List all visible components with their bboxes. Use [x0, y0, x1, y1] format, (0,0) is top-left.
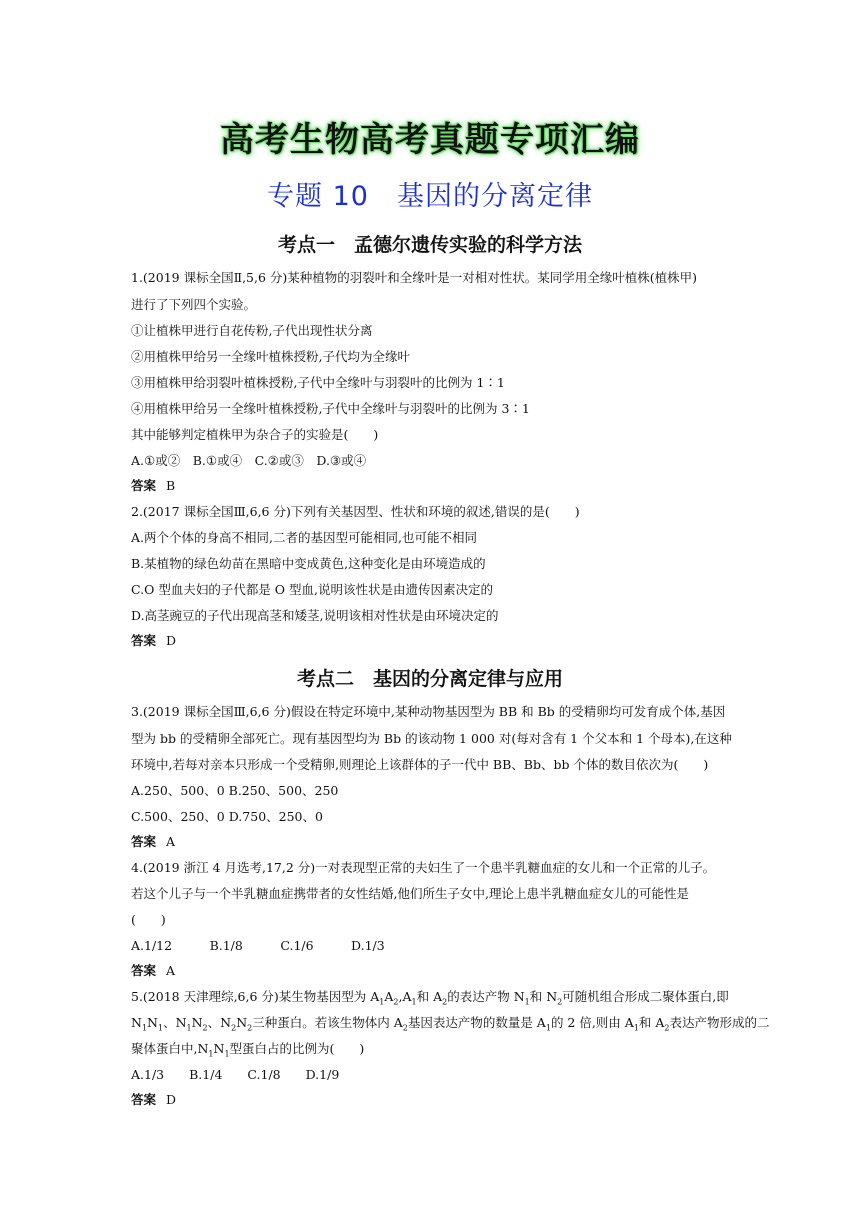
q4-answer-value: A [166, 963, 176, 978]
q2-answer [131, 631, 176, 649]
q3-choices-2: C.500、250、0 D.750、250、0 [131, 809, 323, 824]
answer-label: 答案 [131, 478, 157, 493]
topic-title: 专题 10 基因的分离定律 [267, 181, 593, 212]
answer-label: 答案 [131, 1092, 157, 1107]
q2-option-c: C.O 型血夫妇的子代都是 O 型血,说明该性状是由遗传因素决定的 [131, 582, 493, 597]
answer-label: 答案 [131, 633, 157, 648]
q5-answer-value: D [166, 1092, 177, 1107]
q1-option-1: ①让植株甲进行自花传粉,子代出现性状分离 [131, 323, 373, 338]
q2-line1: 2.(2017 课标全国Ⅲ,6,6 分)下列有关基因型、性状和环境的叙述,错误的是( ) [131, 504, 580, 519]
q1-option-2: ②用植株甲给另一全缘叶植株授粉,子代均为全缘叶 [131, 349, 410, 364]
q2-option-d: D.高茎豌豆的子代出现高茎和矮茎,说明该相对性状是由环境决定的 [131, 608, 499, 623]
q4-line1: 4.(2019 浙江 4 月选考,17,2 分)一对表现型正常的夫妇生了一个患半乳糖血症的女儿和一个正常的儿子。 [131, 860, 716, 875]
q1-answer [131, 476, 175, 494]
q2-option-b: B.某植物的绿色幼苗在黑暗中变成黄色,这种变化是由环境造成的 [131, 556, 486, 571]
answer-label: 答案 [131, 963, 157, 978]
q2-option-a: A.两个个体的身高不相同,二者的基因型可能相同,也可能不相同 [131, 530, 477, 545]
q4-answer [131, 961, 175, 979]
q5-choices: A.1/3 B.1/4 C.1/8 D.1/9 [131, 1067, 340, 1082]
q1-choices: A.①或② B.①或④ C.②或③ D.③或④ [131, 453, 367, 468]
q3-answer-value: A [166, 834, 176, 849]
q4-line2: 若这个儿子与一个半乳糖血症携带者的女性结婚,他们所生子女中,理论上患半乳糖血症女儿的可能性是 [131, 886, 689, 901]
q3-line3: 环境中,若每对亲本只形成一个受精卵,则理论上该群体的子一代中 BB、Bb、bb 个体的数目依次为( ) [131, 757, 709, 772]
q1-line1: 1.(2019 课标全国Ⅱ,5,6 分)某种植物的羽裂叶和全缘叶是一对相对性状。某同学用全缘叶植株(植株甲) [131, 270, 698, 285]
banner-title: 高考生物高考真题专项汇编 [220, 120, 640, 160]
q4-choices: A.1/12 B.1/8 C.1/6 D.1/3 [131, 938, 385, 953]
q2-answer-value: D [166, 633, 177, 648]
q3-line2: 型为 bb 的受精卵全部死亡。现有基因型均为 Bb 的该动物 1 000 对(每对含有 1 个父本和 1 个母本),在这种 [131, 731, 732, 746]
q3-line1: 3.(2019 课标全国Ⅲ,6,6 分)假设在特定环境中,某种动物基因型为 BB 和 Bb 的受精卵均可发育成个体,基因 [131, 704, 726, 719]
q5-line3: 聚体蛋白中$,N_1N_1$型蛋白占的比例为( ) [131, 1041, 365, 1059]
section-title-2: 考点二 基因的分离定律与应用 [296, 668, 563, 690]
q1-answer-value: B [166, 478, 176, 493]
q1-option-3: ③用植株甲给羽裂叶植株授粉,子代中全缘叶与羽裂叶的比例为 1∶1 [131, 375, 505, 390]
q1-stem: 其中能够判定植株甲为杂合子的实验是( ) [131, 427, 379, 442]
answer-label: 答案 [131, 834, 157, 849]
q5-answer [131, 1090, 176, 1108]
q3-choices-1: A.250、500、0 B.250、500、250 [131, 783, 339, 798]
q5-line1: 5.(2018 天津理综,6,6 分)某生物基因型为 $A_1A_2,A_1$和 $A_2$的表达产物 $N_1$和 $N_2$可随机组合形成二聚体蛋白,即 [131, 989, 729, 1007]
section-title-1: 考点一 孟德尔遗传实验的科学方法 [277, 234, 582, 256]
q1-option-4: ④用植株甲给另一全缘叶植株授粉,子代中全缘叶与羽裂叶的比例为 3∶1 [131, 401, 530, 416]
q4-line3: ( ) [131, 912, 166, 927]
q5-line2: $N_1N_1$、$N_1N_2$、$N_2N_2$三种蛋白。若该生物体内 $A_2$基因表达产物的数量是 $A_1$的 2 倍,则由 $A_1$和 $A_2$表达产物形成的二 [131, 1015, 770, 1033]
q3-answer [131, 832, 175, 850]
q1-line2: 进行了下列四个实验。 [131, 297, 257, 312]
